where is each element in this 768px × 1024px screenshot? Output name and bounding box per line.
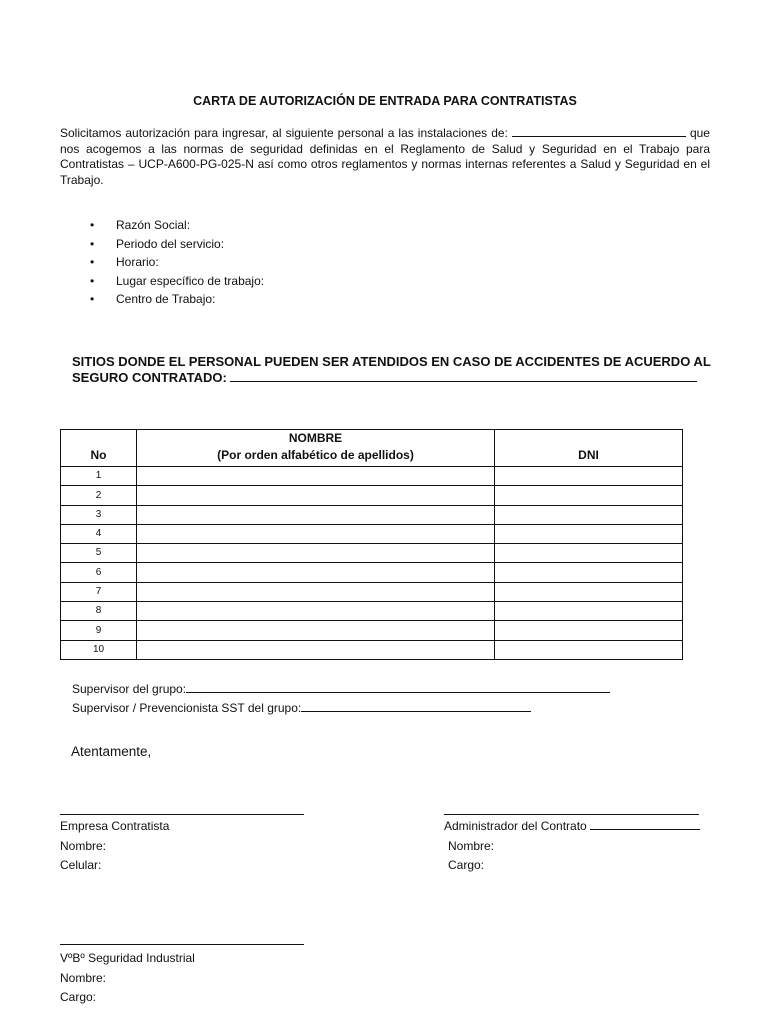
nombre-cell[interactable] (137, 621, 495, 640)
table-row (61, 486, 683, 505)
nombre-label: Nombre: (60, 970, 107, 985)
header-nombre-line-1: NOMBRE (288, 431, 343, 445)
sitios-line-1: SITIOS DONDE EL PERSONAL PUEDEN SER ATENDIDOS EN CASO DE ACCIDENTES DE ACUERDO AL (72, 354, 711, 369)
dni-cell[interactable] (495, 505, 683, 524)
celular-label: Celular: (60, 858, 102, 872)
nombre-label: Nombre: (60, 838, 107, 853)
dni-cell[interactable] (495, 524, 683, 543)
vobo-seguridad-label: VºBº Seguridad Industrial (60, 951, 195, 965)
supervisor-section (72, 680, 610, 718)
signature-line-bottom (60, 944, 304, 945)
supervisor-sst-line (72, 699, 610, 718)
list-item: • Razón Social: (90, 216, 264, 235)
nombre-cell[interactable] (137, 524, 495, 543)
row-number: 6 (61, 563, 137, 582)
signature-line-left (60, 814, 304, 815)
row-number: 8 (61, 602, 137, 621)
dni-cell[interactable] (495, 621, 683, 640)
list-item: • Periodo del servicio: (90, 235, 264, 254)
nombre-cell[interactable] (137, 582, 495, 601)
nombre-cell[interactable] (137, 602, 495, 621)
row-number: 7 (61, 582, 137, 601)
header-dni: DNI (495, 430, 683, 467)
nombre-cell[interactable] (137, 563, 495, 582)
table-row (61, 544, 683, 563)
supervisor-sst-blank[interactable] (301, 711, 531, 712)
header-nombre-line-2: (Por orden alfabético de apellidos) (217, 448, 414, 462)
row-number: 10 (61, 640, 137, 659)
row-number: 5 (61, 544, 137, 563)
supervisor-sst-label: Supervisor / Prevencionista SST del grupo: (72, 701, 302, 715)
nombre-cell[interactable] (137, 544, 495, 563)
dni-cell[interactable] (495, 640, 683, 659)
list-item: • Centro de Trabajo: (90, 290, 264, 309)
sitios-label: SEGURO CONTRATADO: (72, 370, 227, 385)
personnel-table (60, 429, 683, 660)
header-no: No (61, 430, 137, 467)
header-nombre (137, 430, 495, 467)
nombre-cell[interactable] (137, 467, 495, 486)
list-item: • Lugar específico de trabajo: (90, 272, 264, 291)
dni-cell[interactable] (495, 602, 683, 621)
closing-text: Atentamente, (71, 744, 152, 759)
intro-text-1: Solicitamos autorización para ingresar, al siguiente personal a las instalaciones de: (60, 126, 508, 140)
signature-block-left (60, 817, 169, 876)
nombre-cell[interactable] (137, 486, 495, 505)
supervisor-grupo-label: Supervisor del grupo: (72, 682, 187, 696)
sitios-line-2 (72, 370, 712, 386)
supervisor-grupo-blank[interactable] (186, 692, 610, 693)
table-row (61, 467, 683, 486)
row-number: 9 (61, 621, 137, 640)
dni-cell[interactable] (495, 486, 683, 505)
nombre-cell[interactable] (137, 505, 495, 524)
empresa-contratista-label: Empresa Contratista (60, 819, 170, 833)
sitios-heading (72, 354, 712, 386)
row-number: 4 (61, 524, 137, 543)
dni-cell[interactable] (495, 563, 683, 582)
supervisor-grupo-line (72, 680, 610, 699)
row-number: 3 (61, 505, 137, 524)
table-row (61, 524, 683, 543)
cargo-label: Cargo: (448, 858, 485, 872)
intro-paragraph (60, 126, 710, 188)
signature-line-right (444, 814, 699, 815)
signature-block-bottom (60, 949, 195, 1008)
row-number: 1 (61, 467, 137, 486)
cargo-label: Cargo: (60, 990, 97, 1004)
table-row (61, 621, 683, 640)
signature-block-right (444, 817, 700, 876)
administrador-blank[interactable] (590, 829, 700, 830)
table-header-row (61, 430, 683, 467)
table-row (61, 640, 683, 659)
table-row (61, 563, 683, 582)
administrador-line (444, 817, 700, 837)
details-list (90, 216, 264, 309)
list-item: • Horario: (90, 253, 264, 272)
nombre-label: Nombre: (448, 838, 495, 853)
instalaciones-blank (512, 136, 686, 137)
table-row (61, 582, 683, 601)
administrador-label: Administrador del Contrato (444, 819, 587, 833)
table-row (61, 505, 683, 524)
intro-text-2: que nos acogemos a las normas de seguridad definidas en el Reglamento de Salud y Seguridad en el Trabajo para Contratistas – UCP-A600-PG-025-N así como otros reglamentos y normas internas referentes a Salud y Seguridad en el Trabajo. (60, 126, 710, 187)
document-title: CARTA DE AUTORIZACIÓN DE ENTRADA PARA CONTRATISTAS (193, 94, 577, 108)
seguro-blank (230, 381, 697, 382)
dni-cell[interactable] (495, 582, 683, 601)
nombre-cell[interactable] (137, 640, 495, 659)
dni-cell[interactable] (495, 467, 683, 486)
dni-cell[interactable] (495, 544, 683, 563)
row-number: 2 (61, 486, 137, 505)
table-row (61, 602, 683, 621)
